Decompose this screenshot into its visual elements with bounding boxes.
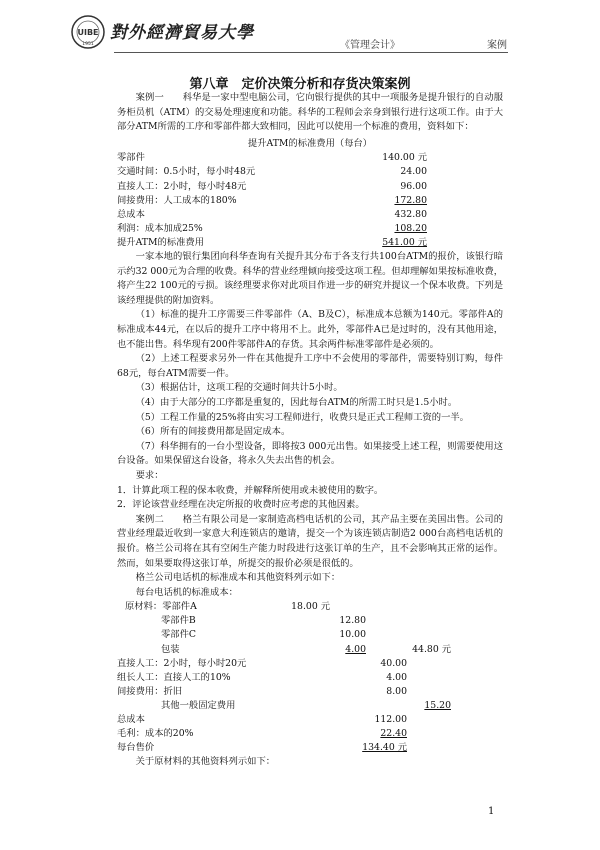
row-value: 432.80 [394,208,427,220]
row-total: 134.40 元 [362,742,407,754]
row-label: 总成本 [117,714,145,726]
list-item: （2）上述工程要求另外一件在其他提升工序中不会使用的零部件，需要特别订购，每件68元，每台ATM需要一件。 [117,353,503,379]
row-label: 间接费用：折旧 [117,685,183,697]
table-row [117,222,503,236]
table-row [117,741,503,755]
case1-items [117,308,503,469]
table-row [117,671,503,685]
table-row [117,628,503,642]
row-label: 组长人工：直接人工的10% [117,671,231,683]
list-item: （1）标准的提升工序需要三件零部件（A、B及C），标准成本总额为140元。零部件A的标准成本44元，在以后的提升工序中将用不上。此外，零部件A已是过时的，没有其他用途，也不能出售。科华现有200件零部件A的存货。其余两件标准零部件是必须的。 [117,309,503,350]
section-name: 案例 [487,40,507,51]
table-row [117,194,503,208]
requirement-item: 1．计算此项工程的保本收费，并解释所使用或未被使用的数字。 [117,484,384,496]
row-label: 零部件 [117,152,145,164]
row-label: 零部件C [161,629,197,641]
list-item: （6）所有的间接费用都是固定成本。 [135,426,291,438]
course-name: 《管理会计》 [340,40,400,51]
case2-intro: 案例二 格兰有限公司是一家制造高档电话机的公司，其产品主要在美国出售。公司的营业经理最近收到一家意大利连锁店的邀请，提交一个为该连锁店制造2 000台高档电话机的报价。格兰公司将在其有空闲生产能力时段进行这张订单的生产，且不会影响其正常的运作。然而，如果要取得这张订单，所提交的报价必须是很低的。 [117,513,503,569]
chapter-title: 第八章 定价决策分析和存货决策案例 [189,77,411,92]
row-total [330,600,415,614]
university-logo-icon [70,14,106,50]
row-amount [262,657,322,671]
row-total: 22.40 [380,728,407,740]
requirement-item: 2．评论该营业经理在决定所报的收费时应考虑的其他因素。 [117,499,365,511]
row-total: 15.20 [424,699,451,711]
row-label: 原材料：零部件A [125,601,197,613]
table-row [117,699,503,713]
row-value: 541.00 元 [382,236,427,248]
school-name: 對外經濟貿易大學 [110,23,254,43]
row-label: 提升ATM的标准费用 [117,236,205,248]
table-row [117,643,503,657]
row-amount [262,685,322,699]
row-total [366,614,451,628]
row-amount [262,727,322,741]
case2-lead: 格兰公司电话机的标准成本和其他资料列示如下： [135,572,341,584]
row-label: 间接费用：人工成本的180% [117,194,237,206]
row-label: 交通时间：0.5小时，每小时48元 [117,166,256,178]
table-row [117,208,503,222]
row-amount [262,741,322,755]
row-label: 总成本 [117,208,145,220]
row-value: 96.00 [400,180,427,192]
req-label: 要求： [135,469,164,481]
case2-table-title: 每台电话机的标准成本： [135,586,238,598]
row-total [366,628,451,642]
svg-text:1951: 1951 [82,42,94,47]
row-label: 利润：成本加成25% [117,222,203,234]
row-total: 112.00 [374,714,407,726]
row-amount: 18.00 元 [291,601,330,613]
list-item: （3）根据估计，这项工程的交通时间共计5小时。 [135,382,343,394]
row-amount: 4.00 [345,643,366,655]
row-value: 172.80 [394,194,427,206]
case2-tail: 关于原材料的其他资料列示如下： [135,756,276,768]
list-item: （4）由于大部分的工序都是重复的，因此每台ATM的所需工时只是1.5小时。 [135,396,458,408]
row-amount: 10.00 [339,629,366,641]
table-row [117,600,503,614]
table-row [117,180,503,194]
row-value: 140.00 元 [382,152,427,164]
row-total: 8.00 [386,685,407,697]
case1-cost-table [117,151,503,250]
row-total: 40.00 [380,657,407,669]
table-row [117,614,503,628]
svg-text:UIBE: UIBE [77,28,99,37]
row-amount [262,713,322,727]
row-value: 108.20 [394,222,427,234]
case1-intro: 案例一 科华是一家中型电脑公司，它向银行提供的其中一项服务是提升银行的自动服务柜员机（ATM）的交易处理速度和功能。科华的工程师会亲身到银行进行这项工作。由于大部分ATM所需的工序和零部件都大致相同，因此可以使用一个标准的费用，资料如下： [117,92,503,133]
case2-cost-table [117,600,503,755]
row-label: 其他一般固定费用 [161,699,236,711]
row-label: 毛利：成本的20% [117,728,194,740]
row-label: 直接人工：2小时，每小时48元 [117,180,247,192]
table-row [117,727,503,741]
row-label: 直接人工：2小时，每小时20元 [117,657,247,669]
row-amount: 12.80 [339,615,366,627]
table-row [117,165,503,179]
row-amount [262,671,322,685]
row-total: 4.00 [386,671,407,683]
case1-table-title: 提升ATM的标准费用（每台） [247,137,373,149]
table-row [117,657,503,671]
row-label: 包装 [161,643,180,655]
list-item: （5）工程工作量的25%将由实习工程师进行，收费只是正式工程师工资的一半。 [135,411,469,423]
row-label: 零部件B [161,615,196,627]
case1-para2: 一家本地的银行集团向科华查询有关提升其分布于各支行共100台ATM的报价，该银行暗示约32 000元为合理的收费。科华的营业经理倾向接受这项工程。但却理解如果按标准收费，将产生22 100元的亏损。该经理要求你对此项目作进一步的研究并提议一个保本收费。下列是该经理提供的附加资料。 [117,251,503,306]
row-amount [306,699,366,713]
page-number: 1 [488,806,495,817]
table-row [117,713,503,727]
row-total: 44.80 元 [412,643,451,655]
header-rule [114,52,508,53]
row-label: 每台售价 [117,742,155,754]
list-item: （7）科华拥有的一台小型设备，即将按3 000元出售。如果接受上述工程，则需要使用这台设备。如果保留这台设备，将永久失去出售的机会。 [117,440,503,467]
table-row [117,685,503,699]
table-row [117,151,503,165]
table-row [117,236,503,250]
content [117,91,503,770]
case1-requirements [117,484,503,513]
row-value: 24.00 [400,166,427,178]
